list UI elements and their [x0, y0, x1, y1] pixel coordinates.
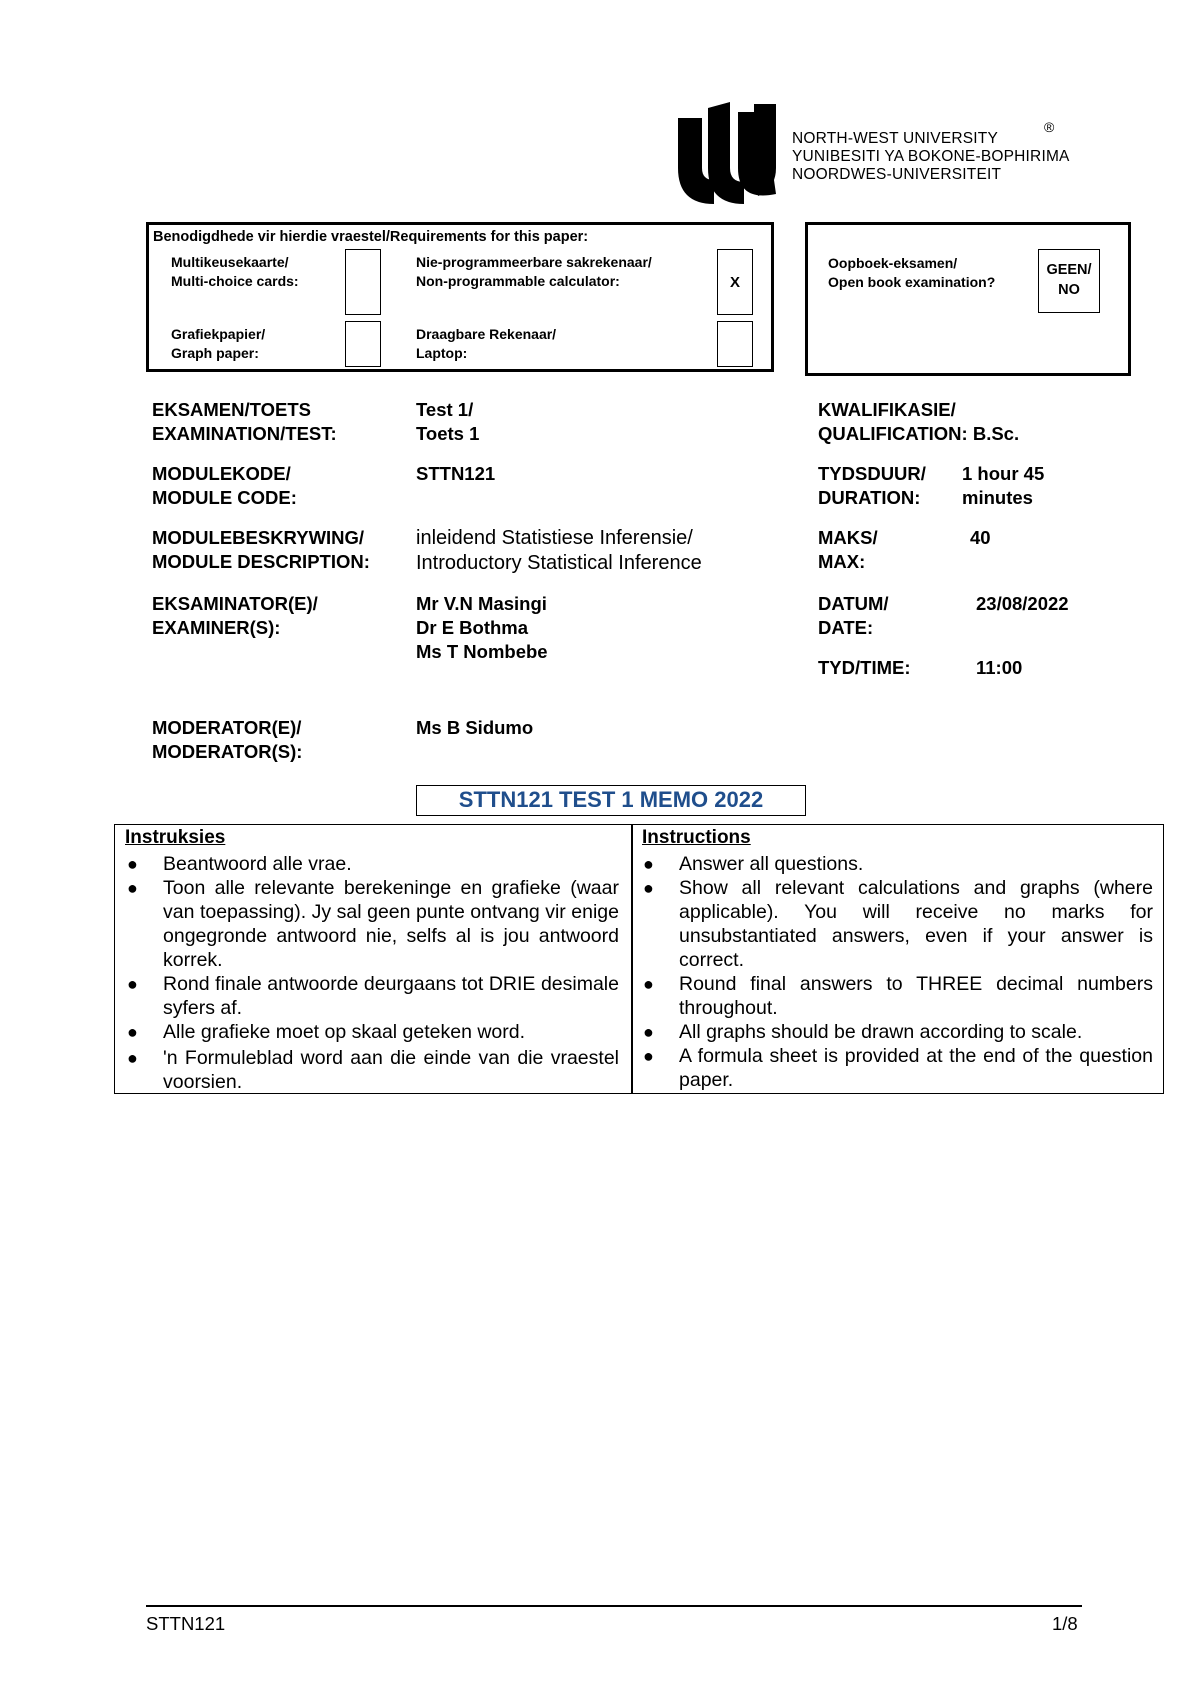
- graph-paper-checkbox: [345, 321, 381, 367]
- list-item-text: 'n Formuleblad word aan die einde van die vraestel voorsien.: [163, 1047, 619, 1093]
- list-item-text: All graphs should be drawn according to scale.: [679, 1021, 1083, 1043]
- university-name: [792, 130, 1070, 184]
- duration-label: TYDSDUUR/ DURATION:: [818, 463, 926, 508]
- examiner-label: EKSAMINATOR(E)/ EXAMINER(S):: [152, 593, 318, 638]
- calculator-label: Nie-programmeerbare sakrekenaar/ Non-programmable calculator:: [416, 254, 652, 289]
- qualification-label: KWALIFIKASIE/ QUALIFICATION: B.Sc.: [818, 399, 1020, 444]
- list-item-text: A formula sheet is provided at the end of the question paper.: [679, 1045, 1153, 1091]
- multi-choice-checkbox: [345, 249, 381, 315]
- list-item-text: Alle grafieke moet op skaal geteken word.: [163, 1021, 526, 1043]
- list-item: [643, 852, 1153, 876]
- multi-choice-label: Multikeusekaarte/ Multi-choice cards:: [171, 254, 299, 289]
- list-item: [643, 1044, 1153, 1092]
- requirements-box: [146, 222, 774, 372]
- module-code-value: STTN121: [416, 463, 496, 484]
- list-item-text: Toon alle relevante berekeninge en grafieke (waar van toepassing). Jy sal geen punte ontvang vir enige ongegronde antwoord nie, selfs al is jou antwoord korrek.: [163, 877, 619, 971]
- list-item-text: Show all relevant calculations and graphs (where applicable). You will receive no marks for unsubstantiated answers, even if your answer is correct.: [679, 877, 1153, 971]
- memo-title: STTN121 TEST 1 MEMO 2022: [416, 785, 806, 816]
- open-book-label: Oopboek-eksamen/ Open book examination?: [828, 255, 996, 290]
- list-item: [643, 1020, 1153, 1044]
- moderator-value: Ms B Sidumo: [416, 717, 534, 738]
- list-item: [127, 1020, 619, 1044]
- max-value: 40: [970, 527, 991, 548]
- bullet-icon: ●: [127, 974, 138, 994]
- list-item: [127, 972, 619, 1020]
- module-description-label: MODULEBESKRYWING/ MODULE DESCRIPTION:: [152, 527, 370, 572]
- bullet-icon: ●: [127, 854, 138, 874]
- list-item: [127, 1046, 619, 1094]
- university-name-en: NORTH-WEST UNIVERSITY: [792, 130, 999, 147]
- open-book-answer: GEEN/ NO: [1038, 249, 1100, 313]
- bullet-icon: ●: [127, 1022, 138, 1042]
- registered-mark: ®: [1044, 119, 1055, 135]
- module-description-value: inleidend Statistiese Inferensie/ Introductory Statistical Inference: [416, 527, 702, 574]
- bullet-icon: ●: [643, 1022, 654, 1042]
- bullet-icon: ●: [643, 854, 654, 874]
- time-label: TYD/TIME:: [818, 657, 911, 678]
- open-book-box: [805, 222, 1131, 376]
- list-item-text: Beantwoord alle vrae.: [163, 853, 352, 875]
- date-value: 23/08/2022: [976, 593, 1069, 614]
- requirements-title: Benodigdhede vir hierdie vraestel/Requirements for this paper:: [153, 229, 589, 245]
- moderator-label: MODERATOR(E)/ MODERATOR(S):: [152, 717, 303, 762]
- list-item-text: Round final answers to THREE decimal numbers throughout.: [679, 973, 1153, 1019]
- calculator-mark: X: [729, 273, 740, 291]
- bullet-icon: ●: [127, 878, 138, 898]
- list-item-text: Rond finale antwoorde deurgaans tot DRIE desimale syfers af.: [163, 973, 619, 1019]
- university-logo: [672, 98, 782, 208]
- duration-value: 1 hour 45 minutes: [962, 463, 1045, 508]
- exam-value: Test 1/ Toets 1: [416, 399, 480, 444]
- bullet-icon: ●: [643, 878, 654, 898]
- time-value: 11:00: [976, 657, 1023, 678]
- list-item: [127, 852, 619, 876]
- instructions-af-list: [127, 852, 619, 1094]
- list-item: [643, 972, 1153, 1020]
- footer-page-number: 1/8: [1052, 1613, 1078, 1634]
- examiner-value: Mr V.N Masingi Dr E Bothma Ms T Nombebe: [416, 593, 548, 662]
- laptop-checkbox: [717, 321, 753, 367]
- calculator-checkbox: [717, 249, 753, 315]
- graph-paper-label: Grafiekpapier/ Graph paper:: [171, 326, 266, 361]
- list-item: [127, 876, 619, 972]
- table-divider: [631, 825, 633, 1093]
- instructions-en-list: [643, 852, 1153, 1092]
- footer-rule: [146, 1605, 1082, 1607]
- instructions-af-heading: Instruksies: [125, 827, 226, 848]
- list-item-text: Answer all questions.: [679, 853, 864, 875]
- max-label: MAKS/ MAX:: [818, 527, 878, 572]
- university-name-af: NOORDWES-UNIVERSITEIT: [792, 166, 1002, 183]
- footer-module-code: STTN121: [146, 1613, 226, 1634]
- bullet-icon: ●: [127, 1048, 138, 1068]
- bullet-icon: ●: [643, 1046, 654, 1066]
- date-label: DATUM/ DATE:: [818, 593, 889, 638]
- university-name-tn: YUNIBESITI YA BOKONE-BOPHIRIMA: [792, 148, 1070, 165]
- instructions-table: [114, 824, 1164, 1094]
- module-code-label: MODULEKODE/ MODULE CODE:: [152, 463, 297, 508]
- laptop-label: Draagbare Rekenaar/ Laptop:: [416, 326, 557, 361]
- instructions-en-heading: Instructions: [642, 827, 751, 848]
- list-item: [643, 876, 1153, 972]
- bullet-icon: ●: [643, 974, 654, 994]
- exam-label: EKSAMEN/TOETS EXAMINATION/TEST:: [152, 399, 337, 444]
